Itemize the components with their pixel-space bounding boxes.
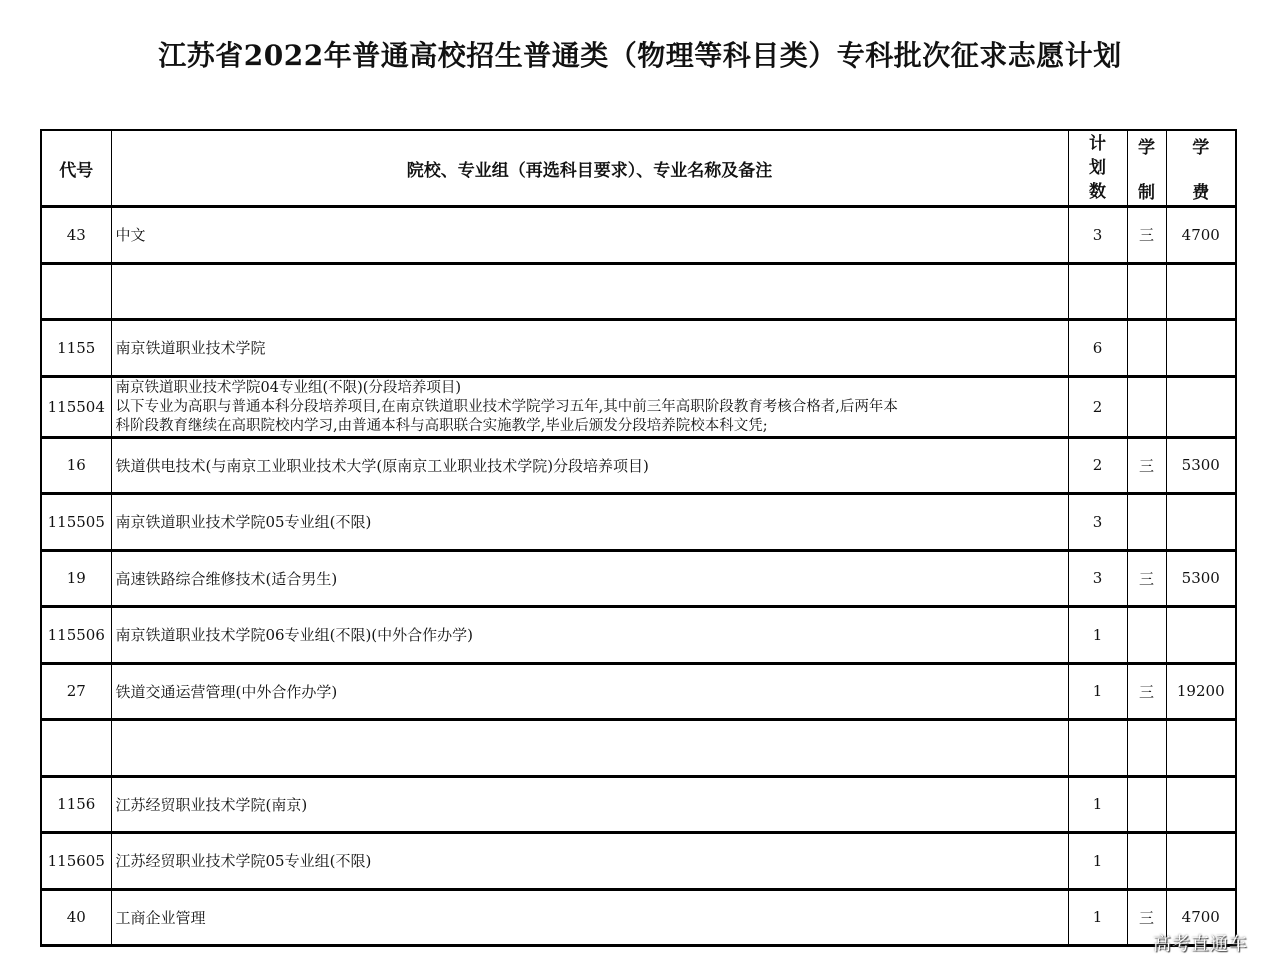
row-plan: 1 [1068,607,1127,664]
row-fee: 5300 [1166,437,1236,494]
header-name: 院校、专业组（再选科目要求）、专业名称及备注 [111,130,1068,207]
header-fee-char-2: 费 [1192,183,1210,203]
row-name: 南京铁道职业技术学院05专业组(不限) [111,494,1068,551]
table-row [41,207,1236,264]
row-length [1127,720,1166,777]
row-length [1127,833,1166,890]
row-name: 南京铁道职业技术学院06专业组(不限)(中外合作办学) [111,607,1068,664]
row-fee [1166,320,1236,377]
row-name: 铁道供电技术(与南京工业职业技术大学(原南京工业职业技术学院)分段培养项目) [111,437,1068,494]
row-code: 1155 [41,320,111,377]
table-row [41,776,1236,833]
row-name [111,263,1068,320]
enrollment-plan-table [40,129,1237,947]
table-row [41,437,1236,494]
row-code: 16 [41,437,111,494]
table-row [41,320,1236,377]
row-code [41,720,111,777]
table-row [41,607,1236,664]
row-code: 115506 [41,607,111,664]
row-length [1127,494,1166,551]
watermark-text: 高考直通车 [1153,934,1248,955]
page-title: 江苏省2022年普通高校招生普通类（物理等科目类）专科批次征求志愿计划 [158,39,1122,72]
row-code: 115605 [41,833,111,890]
row-plan: 2 [1068,376,1127,437]
row-name-multiline [111,376,1068,437]
row-code: 40 [41,889,111,946]
row-fee [1166,494,1236,551]
table-row [41,494,1236,551]
header-length [1127,130,1166,207]
table-row [41,550,1236,607]
header-plan [1068,130,1127,207]
row-plan [1068,720,1127,777]
row-plan: 1 [1068,889,1127,946]
table-row [41,376,1236,437]
row-name-line-2: 以下专业为高职与普通本科分段培养项目,在南京铁道职业技术学院学习五年,其中前三年高职阶段教育考核合格者,后两年本 [115,398,898,415]
row-plan: 3 [1068,550,1127,607]
row-name: 高速铁路综合维修技术(适合男生) [111,550,1068,607]
row-code: 115504 [41,376,111,437]
row-name: 南京铁道职业技术学院 [111,320,1068,377]
row-name: 工商企业管理 [111,889,1068,946]
table-row-empty [41,263,1236,320]
row-plan: 1 [1068,663,1127,720]
row-name: 铁道交通运营管理(中外合作办学) [111,663,1068,720]
row-length [1127,607,1166,664]
header-plan-char-2: 划 [1089,158,1106,178]
row-plan: 3 [1068,494,1127,551]
row-name: 江苏经贸职业技术学院(南京) [111,776,1068,833]
row-plan: 2 [1068,437,1127,494]
row-length [1127,776,1166,833]
header-plan-char-1: 计 [1089,134,1106,154]
row-code: 43 [41,207,111,264]
row-name-line-3: 科阶段教育继续在高职院校内学习,由普通本科与高职联合实施教学,毕业后颁发分段培养院校本科文凭; [115,417,768,434]
row-plan [1068,263,1127,320]
row-name [111,720,1068,777]
row-fee: 19200 [1166,663,1236,720]
header-fee-char-1: 学 [1192,138,1210,158]
header-fee [1166,130,1236,207]
row-plan: 3 [1068,207,1127,264]
table-header-row [41,130,1236,207]
table-row [41,833,1236,890]
table-row-empty [41,720,1236,777]
table-row [41,663,1236,720]
row-length: 三 [1127,663,1166,720]
row-code: 19 [41,550,111,607]
row-fee: 4700 [1166,207,1236,264]
row-fee: 4700 [1166,889,1236,946]
row-code [41,263,111,320]
row-length: 三 [1127,207,1166,264]
row-code: 1156 [41,776,111,833]
row-fee [1166,720,1236,777]
row-plan: 1 [1068,776,1127,833]
row-fee [1166,376,1236,437]
table-row [41,889,1236,946]
row-plan: 6 [1068,320,1127,377]
row-name: 江苏经贸职业技术学院05专业组(不限) [111,833,1068,890]
row-length: 三 [1127,437,1166,494]
row-name: 中文 [111,207,1068,264]
row-length: 三 [1127,550,1166,607]
row-code: 27 [41,663,111,720]
row-fee: 5300 [1166,550,1236,607]
row-fee [1166,776,1236,833]
header-length-char-2: 制 [1138,183,1155,203]
row-fee [1166,263,1236,320]
header-length-char-1: 学 [1138,138,1155,158]
row-length: 三 [1127,889,1166,946]
row-plan: 1 [1068,833,1127,890]
row-fee [1166,833,1236,890]
row-length [1127,263,1166,320]
row-fee [1166,607,1236,664]
row-code: 115505 [41,494,111,551]
row-length [1127,320,1166,377]
header-plan-char-3: 数 [1089,182,1106,202]
header-code: 代号 [41,130,111,207]
row-name-line-1: 南京铁道职业技术学院04专业组(不限)(分段培养项目) [115,379,462,396]
row-length [1127,376,1166,437]
